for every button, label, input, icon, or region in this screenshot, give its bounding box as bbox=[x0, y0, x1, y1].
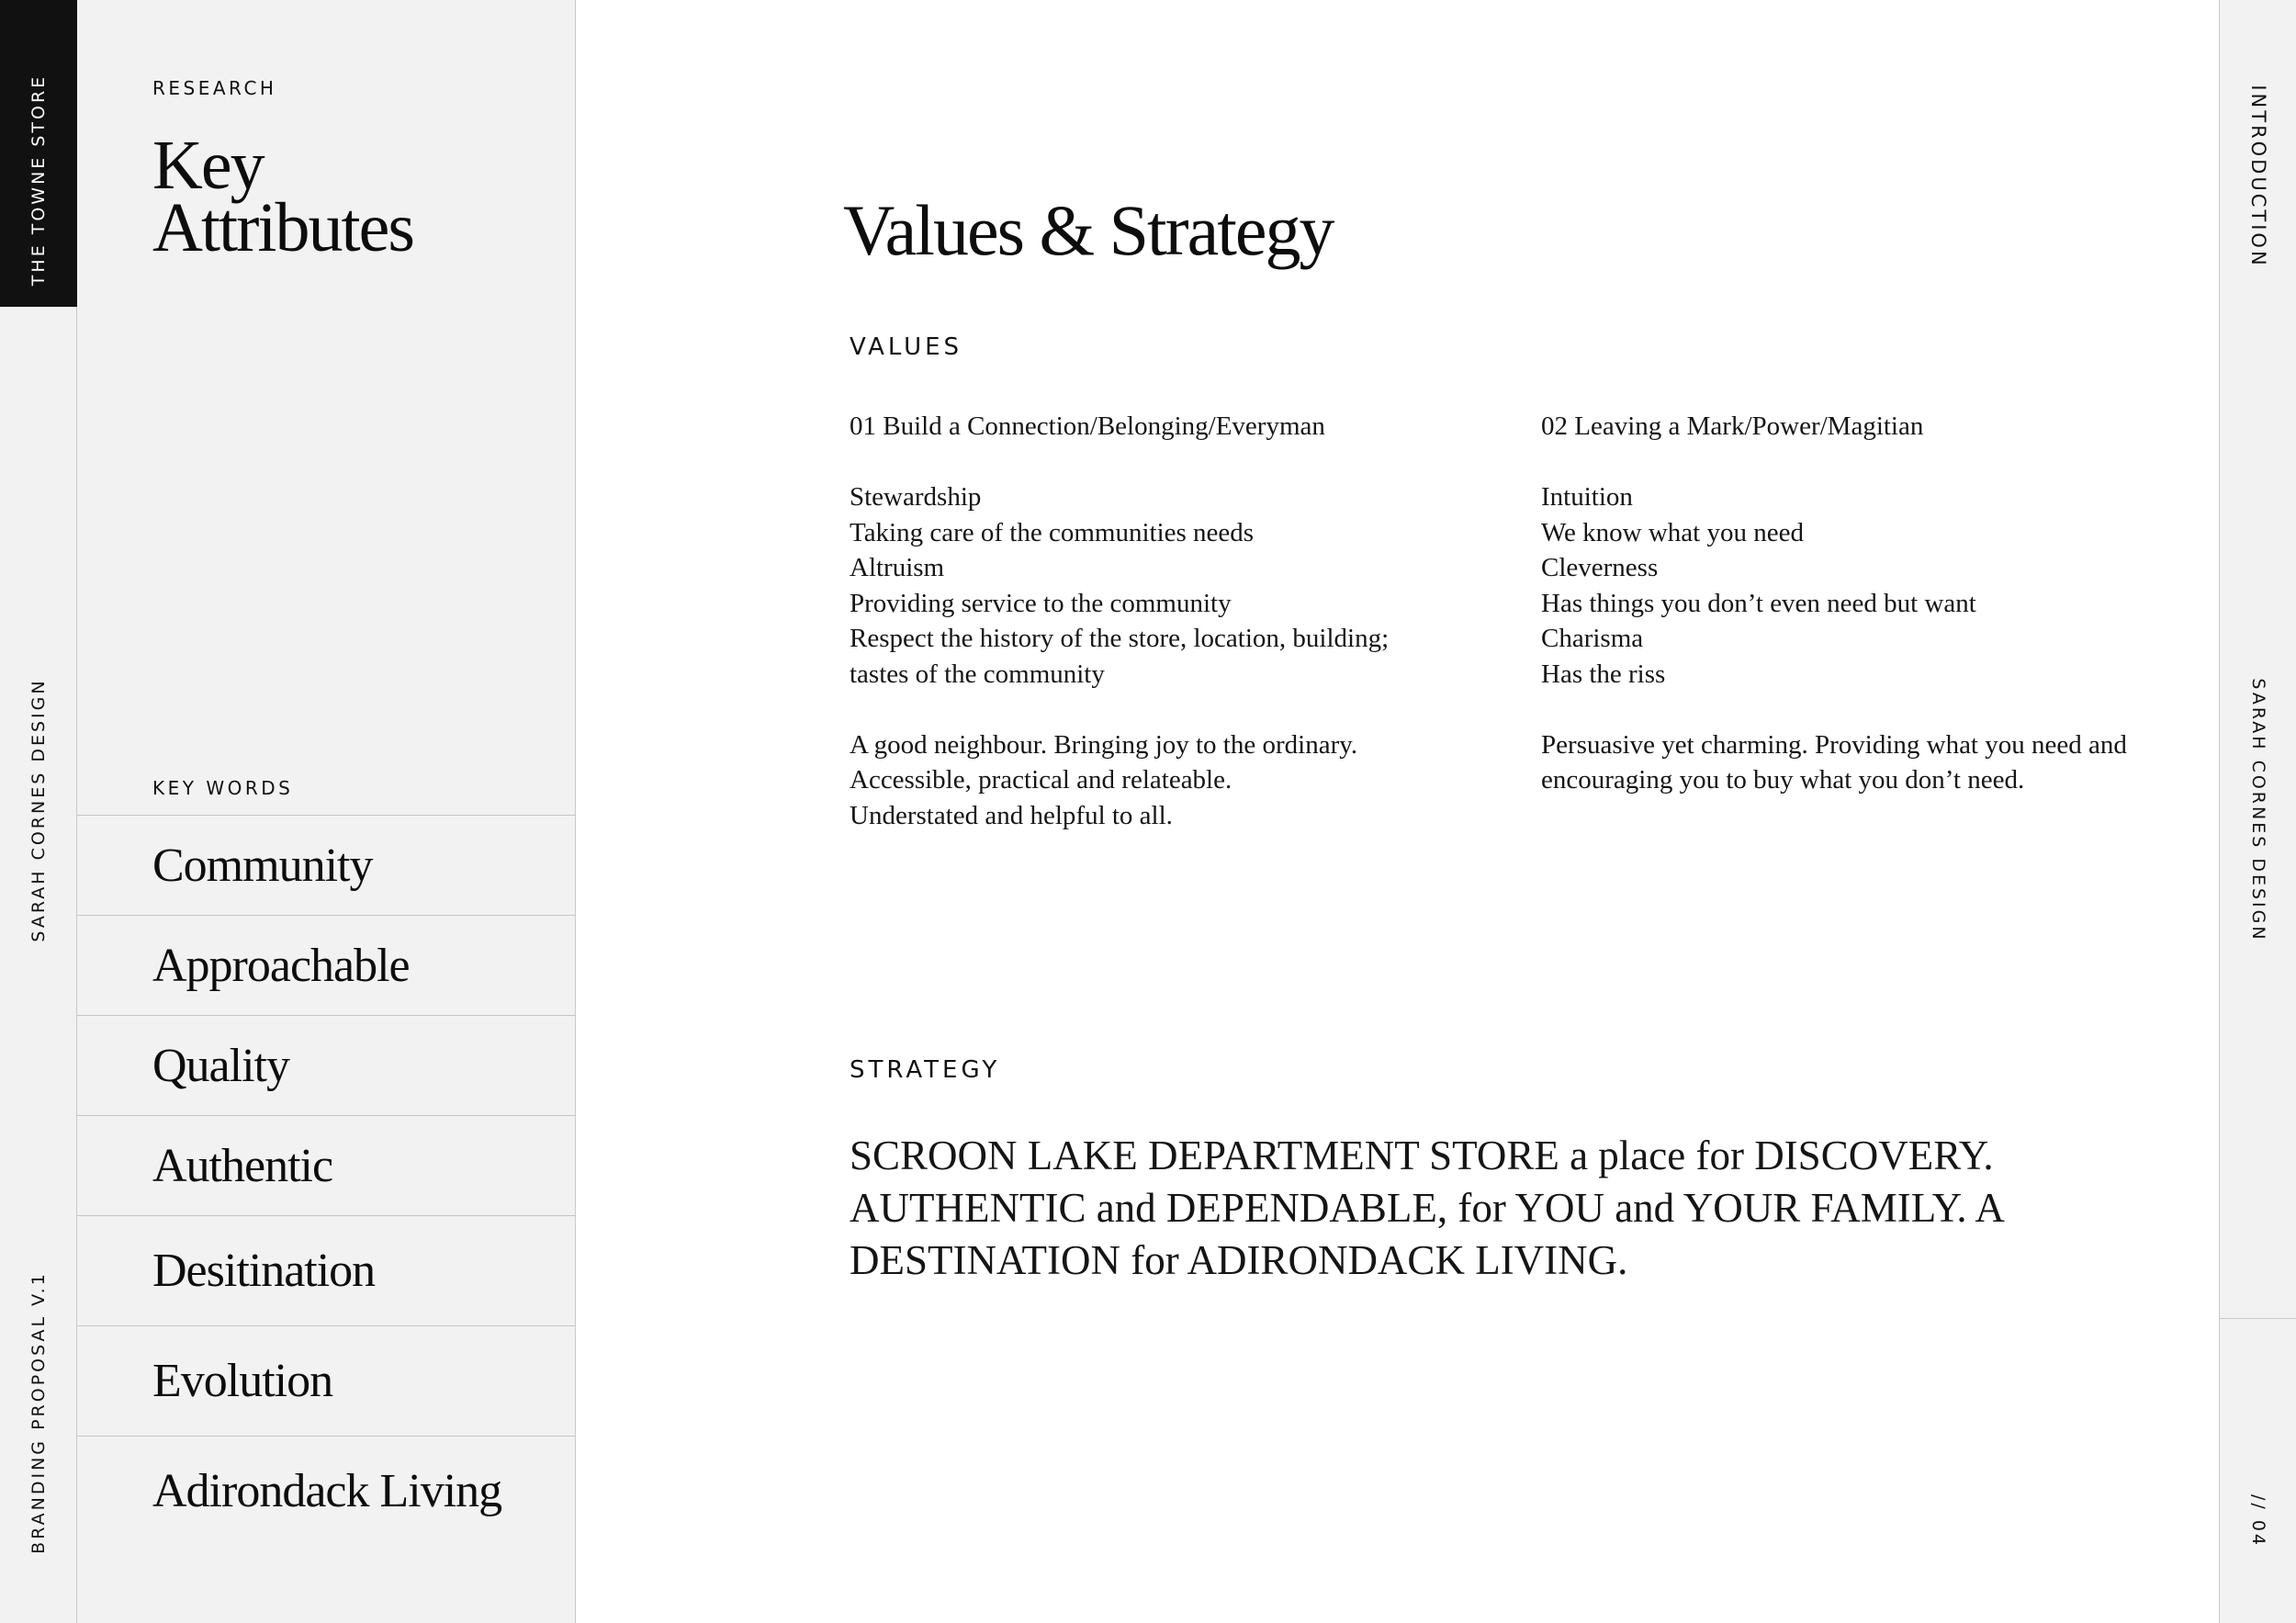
brand-label: THE TOWNE STORE bbox=[28, 73, 49, 287]
keyword-item: Approachable bbox=[77, 915, 576, 1015]
keywords-label: KEY WORDS bbox=[152, 777, 294, 799]
value-summary: Persuasive yet charming. Providing what you need and bbox=[1541, 729, 2127, 760]
value-summary: Understated and helpful to all. bbox=[850, 800, 1173, 830]
value-column-1 bbox=[850, 409, 1483, 833]
value-heading: 01 Build a Connection/Belonging/Everyman bbox=[850, 411, 1325, 441]
value-line: Charisma bbox=[1541, 624, 1644, 653]
value-line: Stewardship bbox=[850, 482, 982, 512]
sidebar-title bbox=[152, 127, 557, 266]
designer-label-left: SARAH CORNES DESIGN bbox=[28, 678, 49, 942]
keyword-item: Quality bbox=[77, 1015, 576, 1115]
value-heading: 02 Leaving a Mark/Power/Magitian bbox=[1541, 411, 1924, 441]
sidebar bbox=[77, 0, 576, 1623]
value-line: Has the riss bbox=[1541, 659, 1666, 689]
right-rail bbox=[2219, 0, 2296, 1623]
value-summary: A good neighbour. Bringing joy to the ordinary. bbox=[850, 729, 1358, 760]
designer-label-right: SARAH CORNES DESIGN bbox=[2248, 678, 2268, 942]
sidebar-title-line1: Key bbox=[152, 127, 264, 204]
sidebar-title-line2: Attributes bbox=[152, 189, 413, 266]
keywords-list bbox=[77, 815, 576, 1546]
proposal-label: BRANDING PROPOSAL V.1 bbox=[28, 1271, 49, 1554]
value-line: Has things you don’t even need but want bbox=[1541, 588, 1976, 618]
value-line: Intuition bbox=[1541, 482, 1633, 512]
value-summary: encouraging you to buy what you don’t need. bbox=[1541, 765, 2025, 795]
value-line: Altruism bbox=[850, 553, 945, 582]
page-number: // 04 bbox=[2248, 1493, 2268, 1549]
keyword-item: Community bbox=[77, 815, 576, 915]
section-nav-label: INTRODUCTION bbox=[2247, 85, 2269, 268]
value-line: Cleverness bbox=[1541, 553, 1659, 582]
value-line: tastes of the community bbox=[850, 659, 1105, 689]
value-line: Respect the history of the store, location, building; bbox=[850, 624, 1390, 653]
value-line: We know what you need bbox=[1541, 517, 1804, 547]
keyword-item: Desitination bbox=[77, 1215, 576, 1325]
values-label: VALUES bbox=[850, 333, 963, 361]
value-summary: Accessible, practical and relateable. bbox=[850, 765, 1232, 795]
brand-block bbox=[0, 0, 77, 307]
rail-divider bbox=[2220, 1318, 2296, 1319]
value-line: Providing service to the community bbox=[850, 588, 1232, 618]
strategy-label: STRATEGY bbox=[850, 1056, 1001, 1084]
value-column-2 bbox=[1541, 409, 2175, 798]
keyword-item: Authentic bbox=[77, 1115, 576, 1215]
strategy-statement: SCROON LAKE DEPARTMENT STORE a place for DISCOVERY. AUTHENTIC and DEPENDABLE, for YOU and YOUR FAMILY. A DESTINATION for ADIRONDACK LIVING. bbox=[850, 1133, 2003, 1283]
page-title: Values & Strategy bbox=[843, 190, 1334, 270]
keyword-item: Evolution bbox=[77, 1325, 576, 1436]
section-label: RESEARCH bbox=[152, 77, 277, 99]
left-rail bbox=[0, 0, 77, 1623]
keyword-item: Adirondack Living bbox=[77, 1436, 576, 1546]
value-line: Taking care of the communities needs bbox=[850, 517, 1255, 547]
